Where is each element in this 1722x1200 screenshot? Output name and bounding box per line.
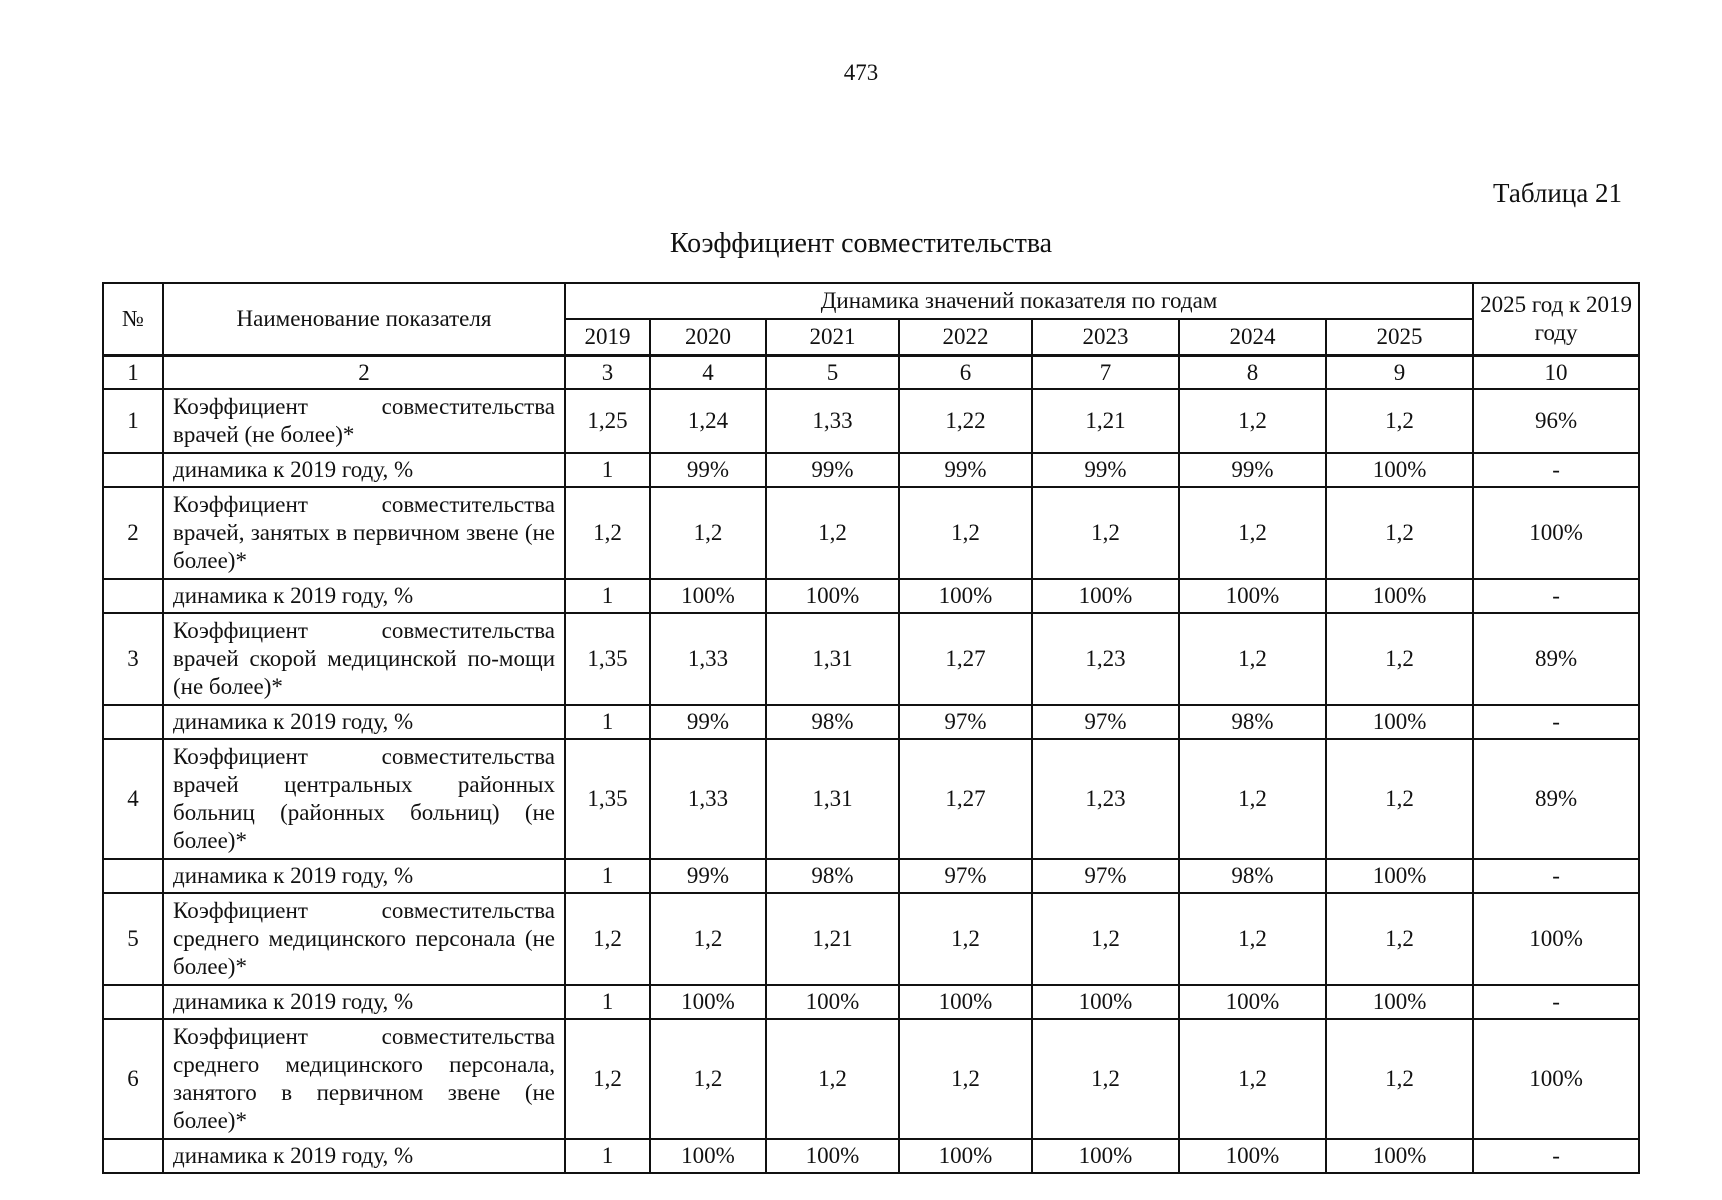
value-cell: 1,2	[650, 487, 766, 579]
dynamics-value-cell: 1	[565, 579, 650, 613]
dynamics-value-cell: 100%	[1326, 859, 1473, 893]
empty-cell	[103, 859, 163, 893]
dynamics-row	[103, 579, 1639, 613]
table-title: Коэффициент совместительства	[669, 228, 1053, 259]
value-cell: 1,31	[766, 613, 899, 705]
column-index-cell: 6	[899, 356, 1032, 390]
value-cell: 1,33	[650, 739, 766, 859]
dynamics-value-cell: 98%	[1179, 705, 1326, 739]
row-number: 2	[103, 487, 163, 579]
value-cell: 1,2	[1179, 487, 1326, 579]
dynamics-ratio-cell: -	[1473, 1139, 1639, 1173]
dynamics-value-cell: 97%	[899, 705, 1032, 739]
dynamics-ratio-cell: -	[1473, 579, 1639, 613]
header-year-2024: 2024	[1179, 319, 1326, 356]
row-number: 1	[103, 389, 163, 453]
header-row	[103, 283, 1639, 319]
dynamics-value-cell: 100%	[1179, 985, 1326, 1019]
header-name: Наименование показателя	[163, 283, 565, 356]
dynamics-value-cell: 100%	[1326, 579, 1473, 613]
dynamics-row	[103, 859, 1639, 893]
dynamics-value-cell: 1	[565, 453, 650, 487]
ratio-cell: 89%	[1473, 739, 1639, 859]
dynamics-value-cell: 100%	[766, 985, 899, 1019]
dynamics-label: динамика к 2019 году, %	[163, 985, 565, 1019]
dynamics-value-cell: 1	[565, 705, 650, 739]
dynamics-value-cell: 97%	[1032, 705, 1179, 739]
value-cell: 1,2	[1032, 1019, 1179, 1139]
value-cell: 1,2	[650, 1019, 766, 1139]
value-cell: 1,22	[899, 389, 1032, 453]
dynamics-row	[103, 1139, 1639, 1173]
column-index-cell: 8	[1179, 356, 1326, 390]
empty-cell	[103, 453, 163, 487]
column-index-cell: 1	[103, 356, 163, 390]
header-ratio: 2025 год к 2019 году	[1473, 283, 1639, 356]
value-cell: 1,33	[766, 389, 899, 453]
dynamics-value-cell: 100%	[899, 985, 1032, 1019]
dynamics-value-cell: 100%	[1032, 579, 1179, 613]
row-number: 5	[103, 893, 163, 985]
value-cell: 1,2	[650, 893, 766, 985]
header-year-2019: 2019	[565, 319, 650, 356]
ratio-cell: 100%	[1473, 893, 1639, 985]
dynamics-value-cell: 1	[565, 859, 650, 893]
value-cell: 1,2	[766, 487, 899, 579]
ratio-cell: 100%	[1473, 1019, 1639, 1139]
row-number: 6	[103, 1019, 163, 1139]
dynamics-value-cell: 100%	[1326, 1139, 1473, 1173]
dynamics-value-cell: 98%	[766, 705, 899, 739]
value-cell: 1,2	[1179, 389, 1326, 453]
column-index-cell: 9	[1326, 356, 1473, 390]
dynamics-value-cell: 100%	[1032, 1139, 1179, 1173]
table-row	[103, 613, 1639, 705]
indicator-name: Коэффициент совместительства врачей центральных районных больниц (районных больниц) (не более)*	[163, 739, 565, 859]
dynamics-value-cell: 99%	[650, 453, 766, 487]
table-row	[103, 487, 1639, 579]
empty-cell	[103, 705, 163, 739]
ratio-cell: 96%	[1473, 389, 1639, 453]
value-cell: 1,2	[1326, 739, 1473, 859]
empty-cell	[103, 1139, 163, 1173]
dynamics-value-cell: 99%	[899, 453, 1032, 487]
dynamics-value-cell: 100%	[1179, 579, 1326, 613]
value-cell: 1,2	[899, 487, 1032, 579]
dynamics-label: динамика к 2019 году, %	[163, 859, 565, 893]
dynamics-label: динамика к 2019 году, %	[163, 1139, 565, 1173]
dynamics-row	[103, 705, 1639, 739]
value-cell: 1,2	[1326, 487, 1473, 579]
dynamics-row	[103, 453, 1639, 487]
dynamics-value-cell: 100%	[1326, 453, 1473, 487]
dynamics-value-cell: 1	[565, 985, 650, 1019]
dynamics-value-cell: 100%	[1326, 985, 1473, 1019]
dynamics-value-cell: 97%	[1032, 859, 1179, 893]
column-index-cell: 4	[650, 356, 766, 390]
value-cell: 1,2	[899, 893, 1032, 985]
value-cell: 1,35	[565, 613, 650, 705]
column-index-cell: 2	[163, 356, 565, 390]
indicator-name: Коэффициент совместительства врачей (не более)*	[163, 389, 565, 453]
header-year-2021: 2021	[766, 319, 899, 356]
coefficient-table	[102, 282, 1640, 1174]
dynamics-label: динамика к 2019 году, %	[163, 579, 565, 613]
value-cell: 1,2	[1326, 1019, 1473, 1139]
dynamics-value-cell: 100%	[1179, 1139, 1326, 1173]
empty-cell	[103, 985, 163, 1019]
dynamics-ratio-cell: -	[1473, 985, 1639, 1019]
value-cell: 1,2	[766, 1019, 899, 1139]
value-cell: 1,2	[1326, 613, 1473, 705]
header-year-2022: 2022	[899, 319, 1032, 356]
header-year-2023: 2023	[1032, 319, 1179, 356]
dynamics-value-cell: 100%	[650, 985, 766, 1019]
table-row	[103, 1019, 1639, 1139]
value-cell: 1,23	[1032, 739, 1179, 859]
dynamics-value-cell: 100%	[1032, 985, 1179, 1019]
value-cell: 1,21	[766, 893, 899, 985]
ratio-cell: 100%	[1473, 487, 1639, 579]
column-index-cell: 5	[766, 356, 899, 390]
value-cell: 1,2	[565, 487, 650, 579]
dynamics-value-cell: 99%	[650, 859, 766, 893]
dynamics-label: динамика к 2019 году, %	[163, 705, 565, 739]
value-cell: 1,2	[1032, 487, 1179, 579]
dynamics-value-cell: 100%	[650, 579, 766, 613]
dynamics-value-cell: 100%	[650, 1139, 766, 1173]
dynamics-value-cell: 99%	[650, 705, 766, 739]
column-index-cell: 10	[1473, 356, 1639, 390]
indicator-name: Коэффициент совместительства врачей скорой медицинской по-мощи (не более)*	[163, 613, 565, 705]
header-year-2025: 2025	[1326, 319, 1473, 356]
value-cell: 1,23	[1032, 613, 1179, 705]
dynamics-ratio-cell: -	[1473, 859, 1639, 893]
value-cell: 1,27	[899, 613, 1032, 705]
value-cell: 1,25	[565, 389, 650, 453]
value-cell: 1,21	[1032, 389, 1179, 453]
header-num: №	[103, 283, 163, 356]
dynamics-value-cell: 100%	[1326, 705, 1473, 739]
value-cell: 1,31	[766, 739, 899, 859]
row-number: 4	[103, 739, 163, 859]
dynamics-row	[103, 985, 1639, 1019]
value-cell: 1,2	[1179, 893, 1326, 985]
dynamics-value-cell: 99%	[766, 453, 899, 487]
table-row	[103, 389, 1639, 453]
dynamics-value-cell: 100%	[899, 1139, 1032, 1173]
table-label: Таблица 21	[1493, 178, 1622, 208]
value-cell: 1,35	[565, 739, 650, 859]
value-cell: 1,2	[899, 1019, 1032, 1139]
indicator-name: Коэффициент совместительства врачей, занятых в первичном звене (не более)*	[163, 487, 565, 579]
value-cell: 1,2	[1179, 1019, 1326, 1139]
value-cell: 1,33	[650, 613, 766, 705]
value-cell: 1,2	[1326, 389, 1473, 453]
dynamics-value-cell: 1	[565, 1139, 650, 1173]
dynamics-label: динамика к 2019 году, %	[163, 453, 565, 487]
dynamics-ratio-cell: -	[1473, 705, 1639, 739]
column-index-cell: 3	[565, 356, 650, 390]
table-row	[103, 739, 1639, 859]
value-cell: 1,2	[565, 1019, 650, 1139]
table-body	[103, 356, 1639, 1174]
row-number: 3	[103, 613, 163, 705]
dynamics-value-cell: 99%	[1179, 453, 1326, 487]
dynamics-value-cell: 100%	[899, 579, 1032, 613]
dynamics-value-cell: 99%	[1032, 453, 1179, 487]
dynamics-value-cell: 98%	[1179, 859, 1326, 893]
column-index-cell: 7	[1032, 356, 1179, 390]
value-cell: 1,2	[1326, 893, 1473, 985]
header-year-2020: 2020	[650, 319, 766, 356]
value-cell: 1,27	[899, 739, 1032, 859]
indicator-name: Коэффициент совместительства среднего медицинского персонала, занятого в первичном звене (не более)*	[163, 1019, 565, 1139]
ratio-cell: 89%	[1473, 613, 1639, 705]
dynamics-value-cell: 98%	[766, 859, 899, 893]
column-index-row	[103, 356, 1639, 390]
dynamics-value-cell: 100%	[766, 579, 899, 613]
value-cell: 1,2	[1179, 613, 1326, 705]
empty-cell	[103, 579, 163, 613]
dynamics-ratio-cell: -	[1473, 453, 1639, 487]
value-cell: 1,2	[1179, 739, 1326, 859]
page-number: 473	[843, 60, 879, 85]
header-dynamics: Динамика значений показателя по годам	[565, 283, 1473, 319]
value-cell: 1,2	[565, 893, 650, 985]
dynamics-value-cell: 97%	[899, 859, 1032, 893]
indicator-name: Коэффициент совместительства среднего медицинского персонала (не более)*	[163, 893, 565, 985]
table-row	[103, 893, 1639, 985]
value-cell: 1,24	[650, 389, 766, 453]
value-cell: 1,2	[1032, 893, 1179, 985]
dynamics-value-cell: 100%	[766, 1139, 899, 1173]
